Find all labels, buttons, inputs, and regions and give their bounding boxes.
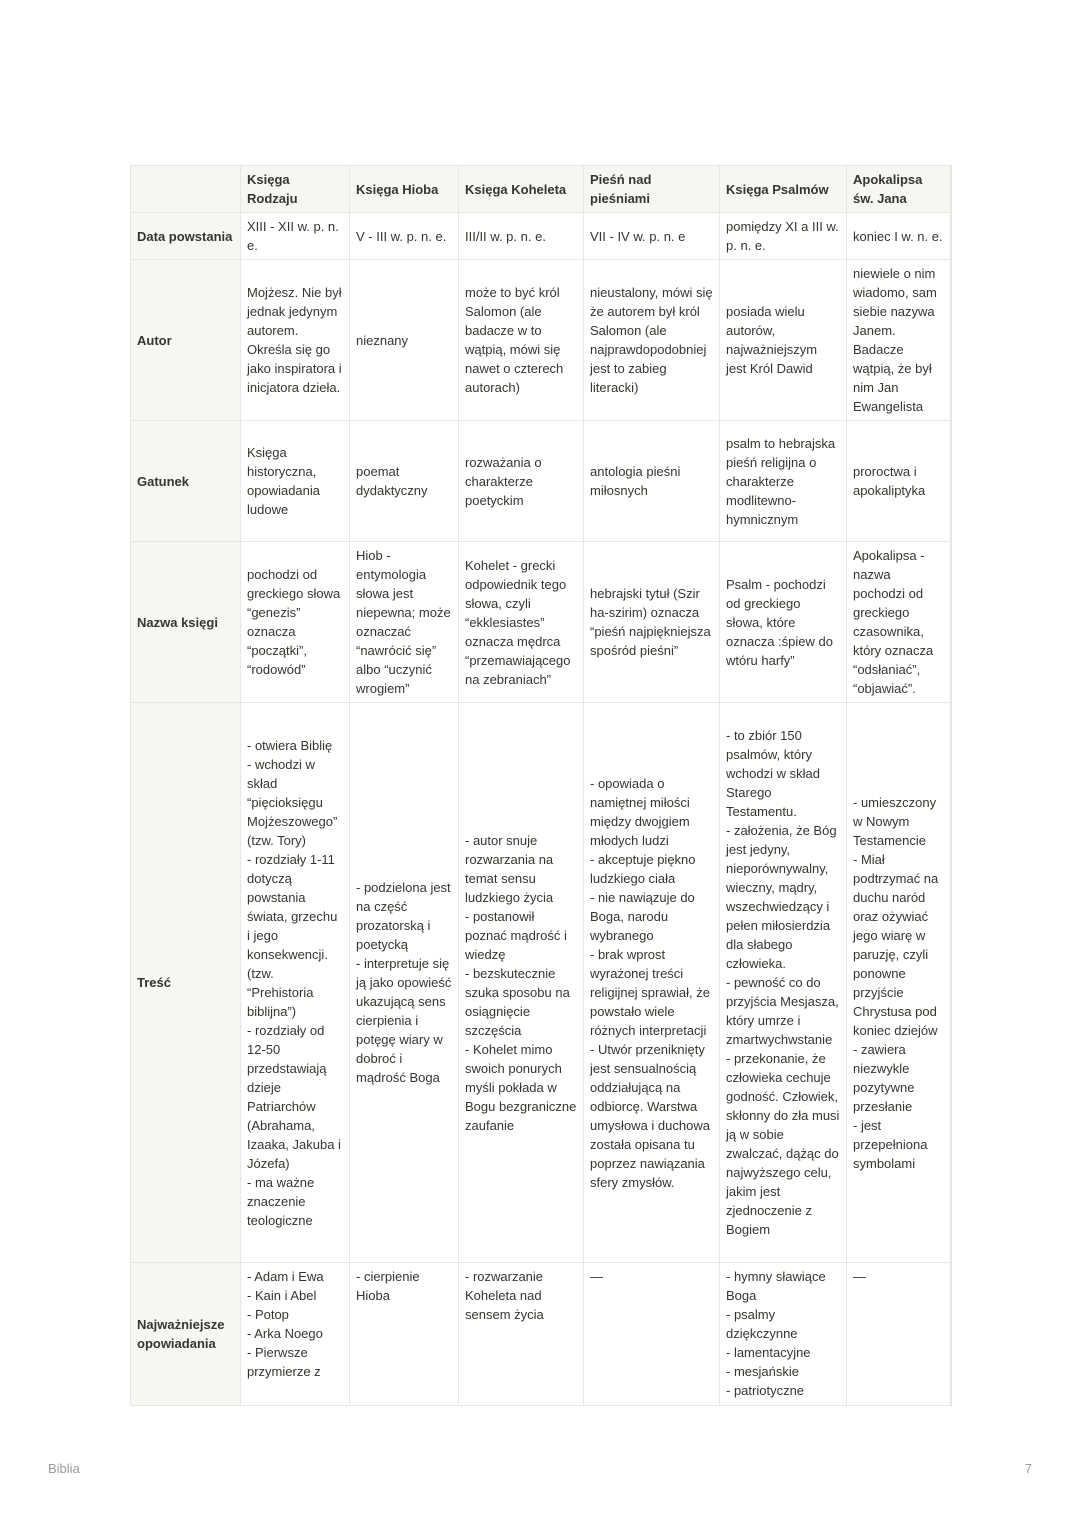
table-cell: - opowiada o namiętnej miłości między dwojgiem młodych ludzi - akceptuje piękno ludzkiego ciała - nie nawiązuje do Boga, narodu wybranego - brak wprost wyrażonej treści religijnej sprawiał, że powstało wiele różnych interpretacji - Utwór przeniknięty jest sensualnością oddziałującą na odbiorcę. Warstwa umysłowa i duchowa została opisana tu poprzez nawiązania sfery zmysłów. <box>584 703 720 1263</box>
header-row <box>131 166 951 213</box>
table-cell: nieustalony, mówi się że autorem był król Salomon (ale najprawdopodobniej jest to zabieg literacki) <box>584 260 720 421</box>
row-label: Treść <box>131 703 241 1263</box>
table-cell: Psalm - pochodzi od greckiego słowa, które oznacza :śpiew do wtóru harfy” <box>720 542 847 703</box>
table-row <box>131 542 951 703</box>
table-cell: Mojżesz. Nie był jednak jedynym autorem. Określa się go jako inspiratora i inicjatora dzieła. <box>241 260 350 421</box>
header-corner <box>131 166 241 213</box>
table-cell: hebrajski tytuł (Szir ha-szirim) oznacza “pieśń najpiękniejsza spośród pieśni” <box>584 542 720 703</box>
footer-document-title: Biblia <box>48 1461 80 1476</box>
table-cell: poemat dydaktyczny <box>350 421 459 542</box>
table-cell: VII - IV w. p. n. e <box>584 213 720 260</box>
header-ksiega-psalmow: Księga Psalmów <box>720 166 847 213</box>
table-cell: pomiędzy XI a III w. p. n. e. <box>720 213 847 260</box>
table-cell: proroctwa i apokaliptyka <box>847 421 951 542</box>
header-apokalipsa: Apokalipsa św. Jana <box>847 166 951 213</box>
table-cell: - rozwarzanie Koheleta nad sensem życia <box>459 1263 584 1406</box>
table-cell: — <box>847 1263 951 1406</box>
table-cell: koniec I w. n. e. <box>847 213 951 260</box>
table-cell: - cierpienie Hioba <box>350 1263 459 1406</box>
table-cell: antologia pieśni miłosnych <box>584 421 720 542</box>
table-cell: nieznany <box>350 260 459 421</box>
table-cell: rozważania o charakterze poetyckim <box>459 421 584 542</box>
table-cell: XIII - XII w. p. n. e. <box>241 213 350 260</box>
row-label: Najważniejsze opowiadania <box>131 1263 241 1406</box>
table-cell: niewiele o nim wiadomo, sam siebie nazywa Janem. Badacze wątpią, że był nim Jan Ewangelista <box>847 260 951 421</box>
comparison-table-wrapper <box>130 165 952 1406</box>
table-cell: Kohelet - grecki odpowiednik tego słowa, czyli “ekklesiastes” oznacza mędrca “przemawiającego na zebraniach” <box>459 542 584 703</box>
header-piesn-nad-piesniami: Pieśń nad pieśniami <box>584 166 720 213</box>
table-row <box>131 1263 951 1406</box>
row-label: Autor <box>131 260 241 421</box>
row-label: Nazwa księgi <box>131 542 241 703</box>
table-cell: - umieszczony w Nowym Testamencie - Miał podtrzymać na duchu naród oraz ożywiać jego wiarę w paruzję, czyli ponowne przyjście Chrystusa pod koniec dziejów - zawiera niezwykle pozytywne przesłanie - jest przepełniona symbolami <box>847 703 951 1263</box>
books-comparison-table <box>130 165 951 1406</box>
table-cell: - hymny sławiące Boga - psalmy dziękczynne - lamentacyjne - mesjańskie - patriotyczne <box>720 1263 847 1406</box>
table-cell: - podzielona jest na część prozatorską i poetycką - interpretuje się ją jako opowieść ukazującą sens cierpienia i potęgę wiary w dobroć i mądrość Boga <box>350 703 459 1263</box>
table-cell: V - III w. p. n. e. <box>350 213 459 260</box>
table-cell: - otwiera Biblię - wchodzi w skład “pięcioksięgu Mojżeszowego” (tzw. Tory) - rozdziały 1-11 dotyczą powstania świata, grzechu i jego konsekwencji. (tzw. “Prehistoria biblijna”) - rozdziały od 12-50 przedstawiają dzieje Patriarchów (Abrahama, Izaaka, Jakuba i Józefa) - ma ważne znaczenie teologiczne <box>241 703 350 1263</box>
table-cell: psalm to hebrajska pieśń religijna o charakterze modlitewno-hymnicznym <box>720 421 847 542</box>
header-ksiega-koheleta: Księga Koheleta <box>459 166 584 213</box>
table-cell: — <box>584 1263 720 1406</box>
table-row <box>131 260 951 421</box>
table-cell: może to być król Salomon (ale badacze w to wątpią, mówi się nawet o czterech autorach) <box>459 260 584 421</box>
header-ksiega-hioba: Księga Hioba <box>350 166 459 213</box>
table-cell: - Adam i Ewa - Kain i Abel - Potop - Arka Noego - Pierwsze przymierze z <box>241 1263 350 1406</box>
table-cell: Księga historyczna, opowiadania ludowe <box>241 421 350 542</box>
table-cell: posiada wielu autorów, najważniejszym jest Król Dawid <box>720 260 847 421</box>
table-cell: Apokalipsa - nazwa pochodzi od greckiego czasownika, który oznacza “odsłaniać”, “objawiać”. <box>847 542 951 703</box>
table-cell: Hiob - entymologia słowa jest niepewna; może oznaczać “nawrócić się” albo “uczynić wrogiem” <box>350 542 459 703</box>
footer-page-number: 7 <box>1024 1461 1032 1476</box>
row-label: Data powstania <box>131 213 241 260</box>
table-cell: pochodzi od greckiego słowa “genezis” oznacza “początki”, “rodowód” <box>241 542 350 703</box>
table-cell: III/II w. p. n. e. <box>459 213 584 260</box>
header-ksiega-rodzaju: Księga Rodzaju <box>241 166 350 213</box>
table-row <box>131 703 951 1263</box>
table-row <box>131 213 951 260</box>
table-cell: - to zbiór 150 psalmów, który wchodzi w skład Starego Testamentu. - założenia, że Bóg jest jedyny, nieporównywalny, wieczny, mądry, wszechwiedzący i pełen miłosierdzia dla słabego człowieka. - pewność co do przyjścia Mesjasza, który umrze i zmartwychwstanie - przekonanie, że człowieka cechuje godność. Człowiek, skłonny do zła musi ją w sobie zwalczać, dążąc do najwyższego celu, jakim jest zjednoczenie z Bogiem <box>720 703 847 1263</box>
table-cell: - autor snuje rozwarzania na temat sensu ludzkiego życia - postanowił poznać mądrość i wiedzę - bezskutecznie szuka sposobu na osiągnięcie szczęścia - Kohelet mimo swoich ponurych myśli pokłada w Bogu bezgraniczne zaufanie <box>459 703 584 1263</box>
row-label: Gatunek <box>131 421 241 542</box>
table-row <box>131 421 951 542</box>
